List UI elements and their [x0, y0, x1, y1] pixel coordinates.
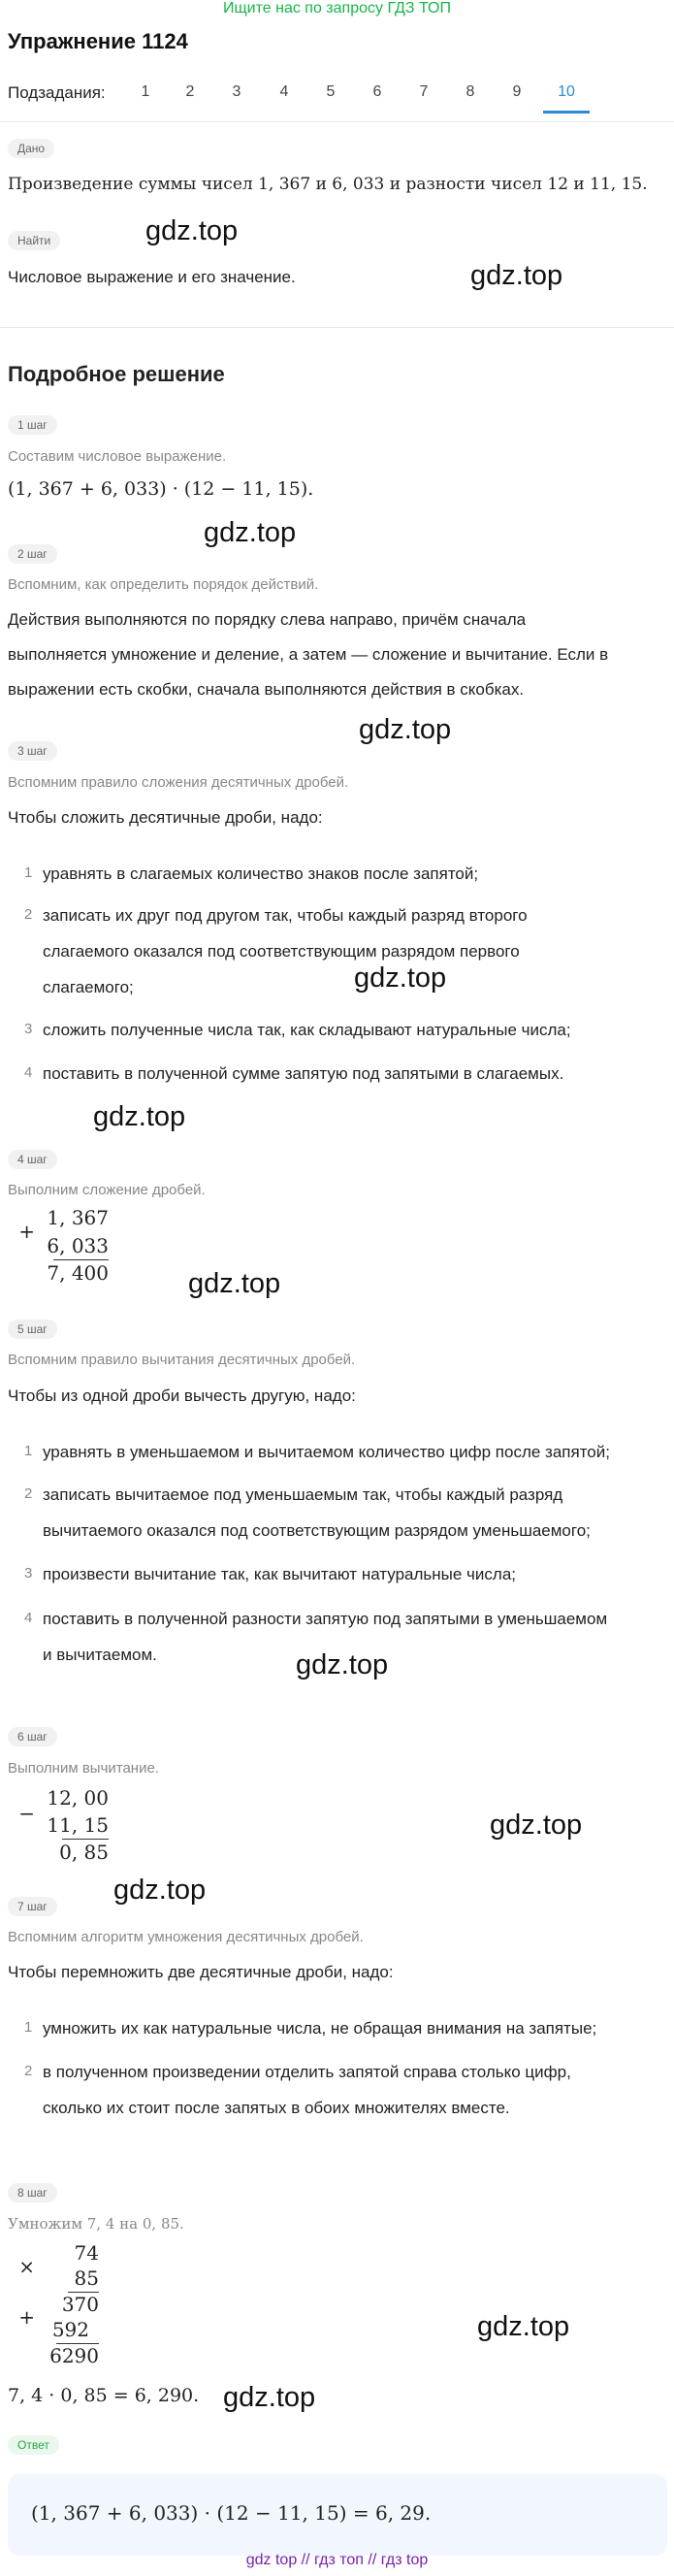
step-7-intro: Чтобы перемножить две десятичные дроби, надо:: [8, 1963, 394, 1981]
partial-product-2: 592: [51, 2318, 89, 2341]
step-2-note: Вспомним, как определить порядок действий.: [8, 576, 319, 593]
step-6-pill: 6 шаг: [8, 1727, 57, 1746]
subtask-tab-3[interactable]: 3: [232, 83, 241, 100]
watermark: gdz.top: [188, 1268, 281, 1299]
step-3-pill: 3 шаг: [8, 741, 57, 761]
given-pill: Дано: [8, 139, 54, 158]
list-item: [43, 2054, 663, 2126]
step-1-pill: 1 шаг: [8, 415, 57, 435]
addend-a: 1, 367: [47, 1206, 109, 1229]
find-pill: Найти: [8, 231, 60, 250]
list-item: [43, 1056, 663, 1092]
times-sign: ×: [18, 2255, 35, 2278]
list-line: слагаемого оказался под соответствующим разрядом первого: [43, 942, 520, 961]
list-item: [43, 897, 663, 1005]
list-number: 3: [24, 1565, 33, 1581]
list-item: [43, 1012, 663, 1048]
top-link[interactable]: Ищите нас по запросу ГДЗ ТОП: [223, 0, 451, 16]
divider: [0, 121, 674, 122]
solution-heading: Подробное решение: [8, 362, 225, 386]
step-7-pill: 7 шаг: [8, 1897, 57, 1916]
list-line: уравнять в слагаемых количество знаков после запятой;: [43, 864, 479, 883]
footer-link[interactable]: гдз топ: [314, 2552, 364, 2568]
footer-separator: //: [368, 2552, 377, 2568]
list-item: [43, 856, 663, 892]
step-5-pill: 5 шаг: [8, 1320, 57, 1339]
footer-link[interactable]: гдз top: [380, 2552, 429, 2568]
subtask-tab-1[interactable]: 1: [141, 83, 150, 100]
plus-sign: +: [18, 1220, 35, 1243]
step-4-note: Выполним сложение дробей.: [8, 1182, 206, 1198]
step-4-pill: 4 шаг: [8, 1150, 57, 1169]
list-line: уравнять в уменьшаемом и вычитаемом количество цифр после запятой;: [43, 1443, 610, 1461]
step-6-note: Выполним вычитание.: [8, 1760, 159, 1777]
active-tab-indicator: [543, 111, 590, 114]
subtask-tab-8[interactable]: 8: [465, 83, 475, 100]
list-line: в полученном произведении отделить запятой справа столько цифр,: [43, 2063, 571, 2081]
answer-pill: Ответ: [8, 2435, 59, 2455]
subtask-tab-4[interactable]: 4: [279, 83, 289, 100]
step-5-intro: Чтобы из одной дроби вычесть другую, надо:: [8, 1386, 356, 1405]
list-line: произвести вычитание так, как вычитают натуральные числа;: [43, 1565, 516, 1583]
watermark: gdz.top: [359, 714, 452, 745]
watermark: gdz.top: [93, 1101, 186, 1132]
list-line: вычитаемого оказался под соответствующим разрядом уменьшаемого;: [43, 1521, 591, 1540]
list-line: сколько их стоит после запятых в обоих множителях вместе.: [43, 2099, 510, 2117]
watermark: gdz.top: [145, 215, 239, 246]
list-number: 2: [24, 906, 33, 923]
subtask-tab-9[interactable]: 9: [512, 83, 522, 100]
watermark: gdz.top: [354, 962, 447, 994]
list-item: [43, 2010, 663, 2046]
step-3-intro: Чтобы сложить десятичные дроби, надо:: [8, 808, 323, 827]
plus-sign: +: [18, 2305, 35, 2329]
list-line: поставить в полученной сумме запятую под запятыми в слагаемых.: [43, 1064, 564, 1083]
sum-line: [53, 1259, 109, 1260]
list-line: и вычитаемом.: [43, 1646, 157, 1664]
list-number: 2: [24, 2063, 33, 2079]
list-number: 4: [24, 1064, 33, 1081]
step-2-line: выполняется умножение и деление, а затем — сложение и вычитание. Если в: [8, 645, 609, 664]
product-result: 6290: [49, 2344, 99, 2367]
watermark: gdz.top: [113, 1875, 207, 1906]
list-item: [43, 1434, 663, 1470]
page-title: Упражнение 1124: [8, 29, 188, 53]
watermark: gdz.top: [477, 2311, 570, 2342]
given-text: Произведение суммы чисел 1, 367 и 6, 033 и разности чисел 12 и 11, 15.: [8, 175, 648, 194]
step-1-expression: (1, 367 + 6, 033) · (12 − 11, 15).: [8, 478, 314, 500]
list-item: [43, 1556, 663, 1592]
step-8-note: Умножим 7, 4 на 0, 85.: [8, 2215, 184, 2233]
list-number: 1: [24, 1443, 33, 1459]
step-5-note: Вспомним правило вычитания десятичных дробей.: [8, 1352, 356, 1368]
step-7-note: Вспомним алгоритм умножения десятичных дробей.: [8, 1929, 364, 1945]
watermark: gdz.top: [470, 260, 563, 291]
list-number: 1: [24, 2019, 33, 2036]
minus-sign: −: [18, 1802, 35, 1825]
partial-product-1: 370: [61, 2293, 99, 2316]
step-1-note: Составим числовое выражение.: [8, 448, 227, 465]
list-line: поставить в полученной разности запятую под запятыми в уменьшаемом: [43, 1610, 608, 1628]
step-3-note: Вспомним правило сложения десятичных дробей.: [8, 774, 349, 791]
step-2-line: Действия выполняются по порядку слева направо, причём сначала: [8, 610, 527, 629]
watermark: gdz.top: [204, 517, 297, 548]
list-line: умножить их как натуральные числа, не обращая внимания на запятые;: [43, 2019, 597, 2038]
step-8-pill: 8 шаг: [8, 2183, 57, 2202]
sum-result: 7, 400: [47, 1261, 109, 1285]
subtask-tab-2[interactable]: 2: [185, 83, 195, 100]
subtask-tab-6[interactable]: 6: [372, 83, 382, 100]
list-number: 1: [24, 864, 33, 881]
find-text: Числовое выражение и его значение.: [8, 268, 296, 286]
subtask-tab-7[interactable]: 7: [419, 83, 429, 100]
difference-result: 0, 85: [59, 1841, 109, 1864]
step-2-line: выражении есть скобки, сначала выполняются действия в скобках.: [8, 680, 525, 699]
subtrahend: 11, 15: [47, 1813, 109, 1837]
step-2-pill: 2 шаг: [8, 544, 57, 564]
list-number: 3: [24, 1021, 33, 1037]
footer-links: [0, 2552, 674, 2569]
subtask-tab-5[interactable]: 5: [326, 83, 336, 100]
minuend: 12, 00: [47, 1786, 109, 1810]
watermark: gdz.top: [490, 1810, 583, 1841]
footer-separator: //: [301, 2552, 310, 2568]
list-number: 4: [24, 1610, 33, 1626]
answer-expression: (1, 367 + 6, 033) · (12 − 11, 15) = 6, 29.: [31, 2501, 432, 2525]
list-line: записать их друг под другом так, чтобы каждый разряд второго: [43, 906, 528, 925]
multiplicand: 74: [74, 2241, 99, 2265]
watermark: gdz.top: [296, 1649, 389, 1680]
list-number: 2: [24, 1485, 33, 1502]
list-line: сложить полученные числа так, как складывают натуральные числа;: [43, 1021, 571, 1039]
addend-b: 6, 033: [47, 1234, 109, 1257]
footer-link[interactable]: gdz top: [245, 2552, 298, 2568]
difference-line: [62, 1839, 109, 1840]
list-item: [43, 1477, 663, 1549]
multiplier: 85: [74, 2266, 99, 2290]
list-line: слагаемого;: [43, 978, 134, 996]
watermark: gdz.top: [223, 2382, 316, 2413]
subtask-tab-10[interactable]: 10: [558, 83, 575, 100]
step-8-final: 7, 4 · 0, 85 = 6, 290.: [8, 2385, 200, 2406]
divider: [0, 327, 674, 328]
subtasks-label: Подзадания:: [8, 83, 106, 102]
list-line: записать вычитаемое под уменьшаемым так, чтобы каждый разряд: [43, 1485, 563, 1504]
